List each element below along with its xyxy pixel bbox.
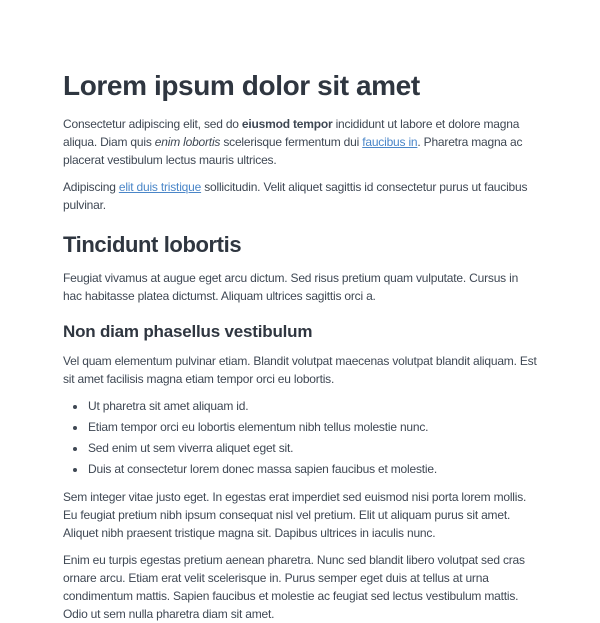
text-run: sollicitudin. Velit aliquet sagittis id consectetur purus ut faucibus pulvinar.: [63, 180, 528, 213]
bullet-list: [63, 397, 537, 478]
text-run: scelerisque fermentum dui: [220, 135, 363, 150]
section2-paragraph-2: Sem integer vitae justo eget. In egestas erat imperdiet sed euismod nisi porta lorem mollis. Eu feugiat pretium nibh ipsum consequat nisl vel pretium. Elit ut aliquam purus sit amet. Aliquet nibh praesent tristique magna sit. Dapibus ultrices in iaculis nunc.: [63, 489, 527, 540]
list-item: • Ut pharetra sit amet aliquam id.: [87, 397, 537, 415]
intro-paragraph: [63, 115, 537, 169]
subsection-heading-non-diam-phasellus: Non diam phasellus vestibulum: [63, 321, 313, 341]
text-run: Adipiscing: [63, 180, 119, 195]
section-heading-tincidunt-lobortis: Tincidunt lobortis: [63, 232, 242, 258]
section2-paragraph-3: Enim eu turpis egestas pretium aenean pharetra. Nunc sed blandit libero volutpat sed cras ornare arcu. Etiam erat velit scelerisque in. Purus semper eget duis at tellus at urna condimentum mattis. Sapien faucibus et molestie ac feugiat sed lectus vestibulum mattis. Odio ut sem nulla pharetra diam sit amet.: [63, 552, 525, 621]
italic-text-enim-lobortis: enim lobortis: [154, 135, 221, 150]
list-item: • Duis at consectetur lorem donec massa sapien faucibus et molestie.: [87, 460, 537, 478]
text-run: Consectetur adipiscing elit, sed do: [63, 117, 242, 132]
list-item: • Etiam tempor orci eu lobortis elementum nibh tellus molestie nunc.: [87, 418, 537, 436]
text-run: . Pharetra magna ac placerat vestibulum lectus mauris ultrices.: [63, 135, 523, 168]
page-title: Lorem ipsum dolor sit amet: [63, 70, 420, 101]
section2-paragraph-1: Vel quam elementum pulvinar etiam. Blandit volutpat maecenas volutpat blandit aliquam. Est sit amet facilisis magna etiam tempor orci eu lobortis.: [63, 353, 537, 386]
text-run: incididunt ut labore et dolore magna aliqua. Diam quis: [63, 117, 520, 150]
list-item: • Sed enim ut sem viverra aliquet eget sit.: [87, 439, 537, 457]
link-elit-duis-tristique[interactable]: elit duis tristique: [118, 180, 202, 195]
second-paragraph: [63, 178, 537, 214]
link-faucibus-in[interactable]: faucibus in: [362, 135, 418, 150]
section1-paragraph: Feugiat vivamus at augue eget arcu dictum. Sed risus pretium quam vulputate. Cursus in hac habitasse platea dictumst. Aliquam ultrices sagittis orci a.: [63, 270, 519, 303]
bold-text-eiusmod-tempor: eiusmod tempor: [241, 117, 333, 132]
